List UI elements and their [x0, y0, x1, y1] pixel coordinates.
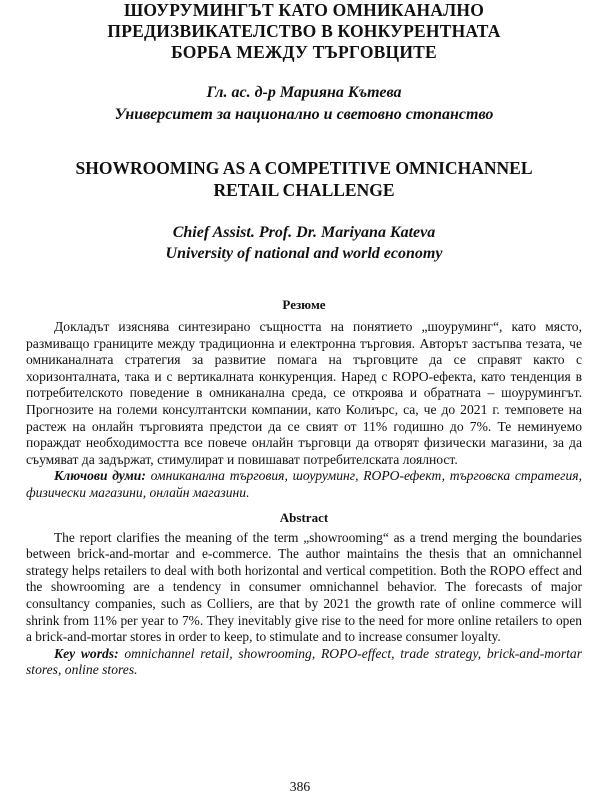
abstract-text: The report clarifies the meaning of the term „showrooming“ as a trend merging the boundaries between brick-and-mortar and e-commerce. The author maintains the thesis that an omnichannel strategy helps retailers to deal with both horizontal and vertical competition. Both the ROPO effect and the showrooming are a tendency in consumer omnichannel behavior. The forecasts of major consultancy companies, such as Colliers, are that by 2021 the growth rate of online commerce will shrink from 11% per year to 7%. They inevitably give rise to the need for more online retailers to open a brick-and-mortar stores in order to keep, to stimulate and to increase consumer loyalty.: [26, 529, 582, 645]
author-name-english: Chief Assist. Prof. Dr. Mariyana Kateva: [172, 224, 436, 241]
title-bulgarian-line: БОРБА МЕЖДУ ТЪРГОВЦИТЕ: [171, 42, 437, 62]
title-english: [26, 157, 582, 201]
author-affiliation-english: University of national and world economy: [165, 245, 443, 262]
resume-keywords-label: Ключови думи:: [54, 468, 146, 484]
resume-text: Докладът изяснява синтезирано същността на понятието „шоуруминг“, като място, размиващо границите между традиционна и електронна търговия. Авторът застъпва тезата, че омниканалната стратегия за развитие помага на търговците да се справят както с хоризонталната, така и с вертикалната конкуренция. Наред с ROPO-ефекта, като тенденция в потребителското поведение в омниканална среда, се откроява и обратната – шоуруминг‍ът. Прогнозите на големи консултантски компании, като Колиърс, са, че до 2021 г. темповете на растеж на онлайн търговията предстои да се свият от 11% годишно до 7%. Те неминуемо пораждат необходимостта все повече онлайн търговци да отворят физически магазини, за да съумяват да задържат, стимулират и повишават потребителската лоялност.: [26, 319, 582, 467]
abstract-heading: Abstract: [279, 509, 329, 525]
title-english-line: SHOWROOMING AS A COMPETITIVE OMNICHANNEL: [75, 158, 533, 178]
resume-keywords: [26, 468, 582, 501]
author-block-english: [26, 222, 582, 264]
title-bulgarian-line: ПРЕДИЗВИКАТЕЛСТВО В КОНКУРЕНТНАТА: [107, 21, 501, 41]
title-english-line: RETAIL CHALLENGE: [213, 180, 395, 200]
abstract-keywords: [26, 646, 582, 679]
abstract-keywords-label: Key words:: [54, 645, 119, 661]
title-bulgarian-line: ШОУРУМИНГЪТ КАТО ОМНИКАНАЛНО: [123, 0, 485, 20]
title-bulgarian: [26, 0, 582, 63]
resume-heading: Резюме: [282, 297, 326, 312]
author-affiliation-bulgarian: Университет за национално и световно стопанство: [114, 106, 494, 123]
author-block-bulgarian: [26, 82, 582, 126]
abstract-keywords-list: omnichannel retail, showrooming, ROPO-effect, trade strategy, brick-and-mortar stores, online stores.: [26, 645, 582, 678]
resume-keywords-list: омниканална търговия, шоуруминг, ROPO-ефект, търговска стратегия, физически магазини, онлайн магазини.: [26, 468, 582, 500]
page-number: 386: [289, 779, 311, 794]
author-name-bulgarian: Гл. ас. д-р Марияна Кътева: [206, 84, 402, 101]
